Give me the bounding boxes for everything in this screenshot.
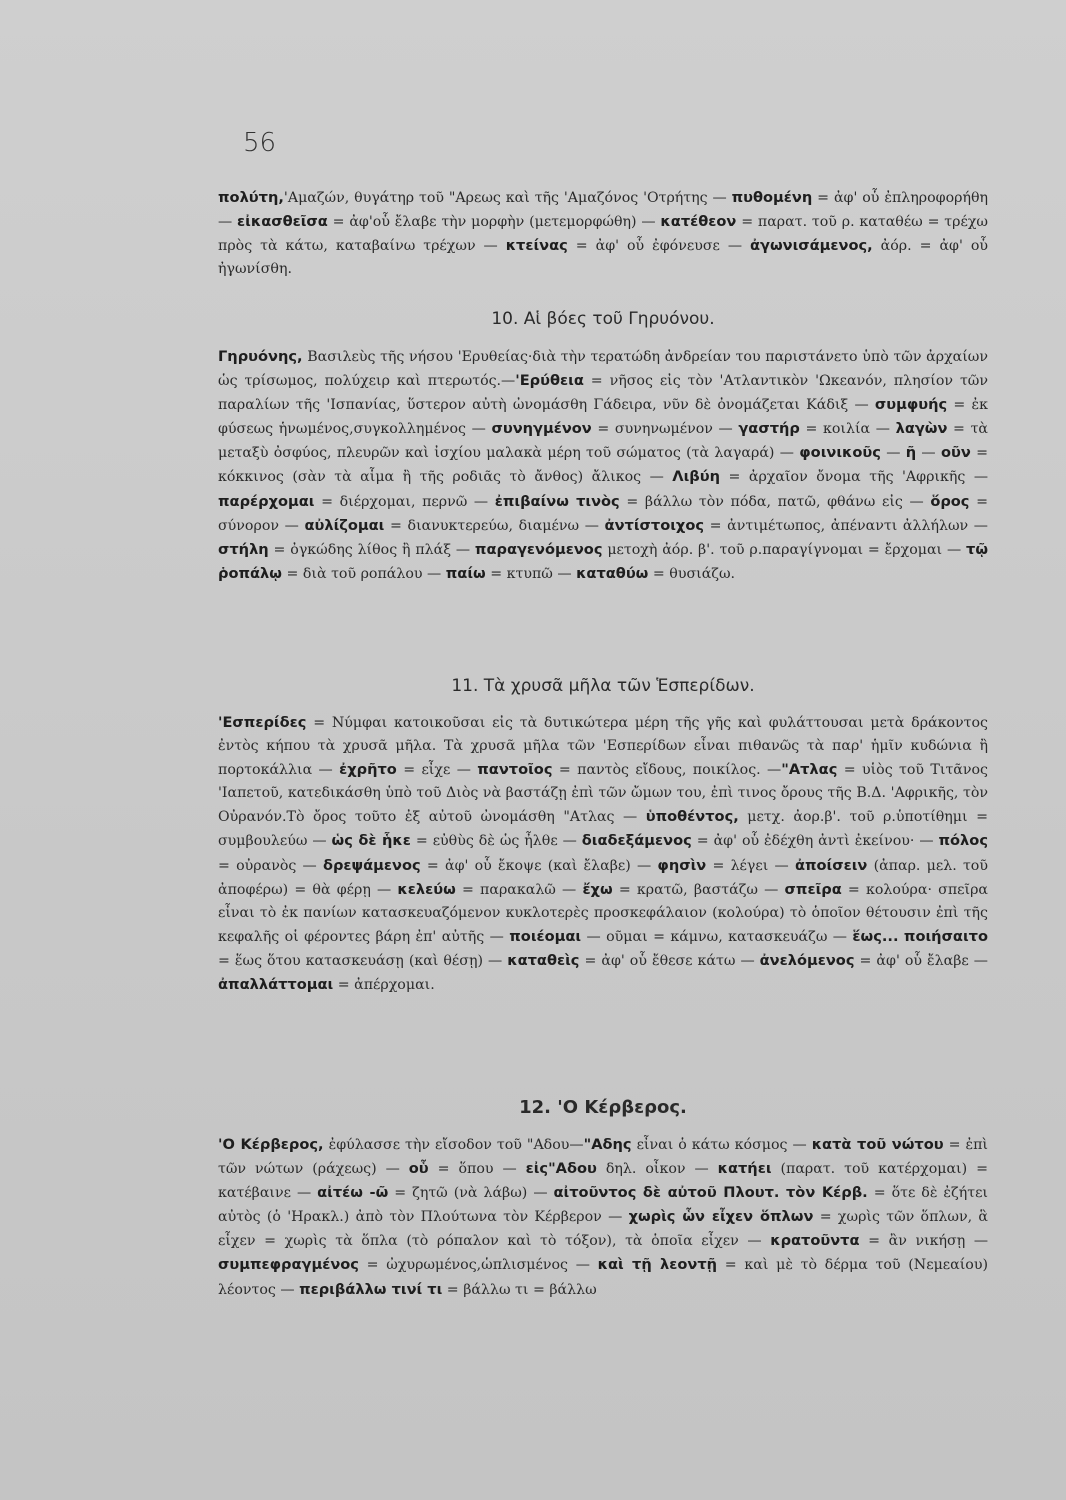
glossary-term: ἕως... <box>852 927 899 945</box>
glossary-text: = κόκκινος (σὰν τὰ αἷμα ἢ τῆς ροδιᾶς τὸ ἄνθος) ἄλικος — <box>218 445 988 486</box>
glossary-term: καταθεὶς <box>507 951 580 969</box>
glossary-text: = τὰ μεταξὺ ὀσφύος, πλευρῶν καὶ ἰσχίου μαλακὰ μέρη τοῦ σώματος (τὰ λαγαρά) — <box>218 421 988 462</box>
glossary-term: ὑποθέντος, <box>645 808 739 826</box>
glossary-term: δρεψάμενος <box>322 856 421 874</box>
glossary-term: καὶ τῇ λεοντῇ <box>597 1256 718 1274</box>
glossary-term: γαστήρ <box>738 420 800 438</box>
glossary-text: = συνηνωμένον — <box>591 421 739 438</box>
glossary-text: = ἀφ' οὗ ἐδέχθη ἀντὶ ἐκείνου· — <box>691 833 939 850</box>
glossary-term: παρέρχομαι <box>218 492 315 510</box>
glossary-text: = ὠχυρωμένος,ὡπλισμένος — <box>358 1257 598 1274</box>
glossary-term: Γηρυόνης, <box>218 348 303 365</box>
paragraph-text <box>218 186 988 281</box>
glossary-text: = διανυκτερεύω, διαμένω — <box>384 517 605 534</box>
glossary-term: κρατοῦντα <box>770 1232 860 1250</box>
glossary-term: ἀποίσειν <box>794 856 868 874</box>
glossary-text: = λέγει — <box>706 857 795 874</box>
glossary-term: κατέθεον <box>660 213 737 231</box>
glossary-text: = ἀρχαῖον ὄνομα τῆς 'Αφρικῆς — <box>719 469 989 486</box>
glossary-term: χωρὶς ὧν εἶχεν ὅπλων <box>628 1208 814 1226</box>
glossary-text: — <box>916 445 941 462</box>
glossary-text: = ἀντιμέτωπος, ἀπέναντι ἀλλήλων — <box>704 517 988 534</box>
glossary-text: = εἶχε — <box>396 762 478 779</box>
glossary-term: συμφυής <box>874 396 948 414</box>
glossary-term: σπεῖρα <box>784 880 842 898</box>
glossary-text: = ἐπὶ τῶν νώτων (ράχεως) — <box>218 1137 988 1178</box>
glossary-text: = καὶ μὲ τὸ δέρμα τοῦ (Νεμεαίου) λέοντος — <box>218 1257 988 1298</box>
glossary-text: — <box>880 445 906 462</box>
glossary-term: κτείνας <box>505 237 568 255</box>
glossary-text: μετχ. ἀορ.β'. τοῦ ρ.ὑποτίθημι = συμβουλεύω — <box>218 809 989 850</box>
glossary-term: πόλος <box>938 832 988 850</box>
glossary-text: = ἀφ' οὗ ἔθεσε κάτω — <box>579 952 760 969</box>
glossary-text: = παντὸς εἴδους, ποικίλος. — <box>552 762 782 779</box>
glossary-term: ἀγωνισάμενος, <box>749 237 873 255</box>
glossary-text: = θυσιάζω. <box>648 565 736 582</box>
glossary-term: καταθύω <box>576 564 649 582</box>
glossary-term: τῷ ῥοπάλῳ <box>218 540 988 582</box>
glossary-term: παίω <box>445 564 486 582</box>
glossary-text: = ἂν νικήσῃ — <box>859 1233 989 1250</box>
glossary-text: = Νύμφαι κατοικοῦσαι εἰς τὰ δυτικώτερα μέρη τῆς γῆς καὶ φυλάττουσαι μετὰ δράκοντος ἐντὸς κήπου τὰ χρυσᾶ μῆλα. Τὰ χρυσᾶ μῆλα τῶν 'Εσπερίδων εἶναι πιθανῶς τὰ παρ' ἡμῖν κυδώνια ἢ πορτοκάλλια — <box>218 715 988 779</box>
glossary-term: ποιήσαιτο <box>903 927 988 945</box>
glossary-text: = ὅπου — <box>428 1161 526 1178</box>
glossary-term: 'Ερύθεια <box>515 372 584 390</box>
glossary-text: = οὐρανὸς — <box>218 857 323 874</box>
glossary-term: αἰτοῦντος δὲ αὐτοῦ Πλουτ. τὸν Κέρβ. <box>553 1184 868 1202</box>
glossary-term: κελεύω <box>397 880 456 898</box>
glossary-text: ἐφύλασσε τὴν εἴσοδον τοῦ "Αδου— <box>323 1137 584 1153</box>
glossary-text: = κρατῶ, βαστάζω — <box>612 881 785 898</box>
glossary-term: πολύτη, <box>218 189 284 206</box>
glossary-text: = βάλλω τὸν πόδα, πατῶ, φθάνω εἰς — <box>619 493 931 510</box>
glossary-term: συμπεφραγμένος <box>218 1256 359 1274</box>
glossary-term: περιβάλλω τινί τι <box>299 1280 443 1298</box>
glossary-term: Λιβύη <box>672 468 720 486</box>
glossary-text: = διὰ τοῦ ροπάλου — <box>281 565 446 582</box>
page-number: 56 <box>243 128 277 158</box>
glossary-text: = ἕως ὅτου κατασκευάσῃ (καὶ θέσῃ) — <box>218 952 508 969</box>
paragraph-glossary-cerberus <box>218 1133 988 1302</box>
glossary-term: πυθομένη <box>731 189 813 206</box>
glossary-term: ἀντίστοιχος <box>604 516 704 534</box>
glossary-term: συνηγμένον <box>491 420 592 438</box>
section-heading-11: 11. Τὰ χρυσᾶ μῆλα τῶν Ἑσπερίδων. <box>451 676 755 696</box>
glossary-text: ἀόρ. = ἀφ' οὗ ἠγωνίσθη. <box>218 238 988 278</box>
glossary-text: = παρατ. τοῦ ρ. καταθέω = τρέχω πρὸς τὰ κάτω, καταβαίνω τρέχων — <box>218 214 988 255</box>
glossary-term: στήλη <box>218 540 269 558</box>
glossary-term: ἐπιβαίνω τινὸς <box>494 492 620 510</box>
glossary-text: (παρατ. τοῦ κατέρχομαι) = κατέβαινε — <box>218 1161 988 1202</box>
glossary-term: ἔχω <box>582 880 613 898</box>
glossary-term: "Αδης <box>583 1136 632 1153</box>
paragraph-glossary-geryon <box>218 345 988 586</box>
paragraph-glossary-hesperides <box>218 711 988 997</box>
glossary-text: = ζητῶ (νὰ λάβω) — <box>388 1185 554 1202</box>
glossary-text: = βάλλω τι = βάλλω <box>442 1281 597 1298</box>
glossary-term: ῆ <box>905 444 917 462</box>
glossary-term: αὐλίζομαι <box>304 516 385 534</box>
glossary-text: = κτυπῶ — <box>485 565 577 582</box>
glossary-text: = ἀφ' οὗ ἔκοψε (καὶ ἔλαβε) — <box>420 857 658 874</box>
glossary-term: ὡς δὲ ἧκε <box>331 832 411 850</box>
glossary-term: διαδεξάμενος <box>581 832 692 850</box>
glossary-term: ἐχρῆτο <box>339 761 397 779</box>
glossary-term: ἀνελόμενος <box>759 951 855 969</box>
glossary-term: εἰκασθεῖσα <box>237 213 328 231</box>
paragraph-text <box>218 1133 988 1302</box>
glossary-text: = ἐκ φύσεως ἡνωμένος,συγκολλημένος — <box>218 397 988 438</box>
glossary-text: — οῦμαι = κάμνω, κατασκευάζω — <box>581 928 853 945</box>
glossary-term: παραγενόμενος <box>474 540 603 558</box>
glossary-term: ἀπαλλάττομαι <box>218 976 334 994</box>
glossary-term: κατήει <box>717 1160 772 1178</box>
paragraph-glossary-amazons <box>218 186 988 281</box>
paragraph-text <box>218 345 988 586</box>
glossary-term: παντοῖος <box>477 761 553 779</box>
glossary-term: φοινικοῦς <box>799 444 881 462</box>
glossary-term: φησὶν <box>657 856 707 874</box>
glossary-text: = υἱὸς τοῦ Τιτᾶνος 'Ιαπετοῦ, κατεδικάσθη ὑπὸ τοῦ Διὸς νὰ βαστάζῃ ἐπὶ τῶν ὤμων του, ἐπὶ τινος ὄρους τῆς Β.Δ. 'Αφρικῆς, τὸν Οὐρανόν.Τὸ ὄρος τοῦτο ἐξ αὐτοῦ ὠνομάσθη "Ατλας — <box>218 762 988 826</box>
glossary-term: οὗ <box>408 1160 429 1178</box>
glossary-text: Βασιλεὺς τῆς νήσου 'Ερυθείας·διὰ τὴν τερατώδη ἀνδρείαν του παριστάνετο ὑπὸ τῶν ἀρχαίων ὡς τρίσωμος, πολύχειρ καὶ πτερωτός.— <box>218 349 988 390</box>
glossary-text: = εὐθὺς δὲ ὡς ἦλθε — <box>410 833 582 850</box>
glossary-term: 'Εσπερίδες <box>218 714 307 731</box>
glossary-text: = ἀπέρχομαι. <box>333 977 435 994</box>
glossary-text: = σύνορον — <box>218 493 988 534</box>
glossary-text: = ὀγκώδης λίθος ἢ πλάξ — <box>268 541 475 558</box>
glossary-term: 'Ο Κέρβερος, <box>218 1136 324 1153</box>
glossary-text: δηλ. οἶκον — <box>596 1161 718 1178</box>
glossary-term: αἰτέω -ῶ <box>317 1184 389 1202</box>
glossary-text: = παρακαλῶ — <box>455 881 583 898</box>
glossary-text: (ἀπαρ. μελ. τοῦ ἀποφέρω) = θὰ φέρῃ — <box>218 857 988 898</box>
glossary-text: μετοχὴ ἀόρ. β'. τοῦ ρ.παραγίγνομαι = ἔρχομαι — <box>602 541 966 558</box>
glossary-text: = κοιλία — <box>799 421 896 438</box>
paragraph-text <box>218 711 988 997</box>
section-heading-10: 10. Αἱ βόες τοῦ Γηρυόνου. <box>491 309 715 329</box>
glossary-term: λαγὼν <box>895 420 948 438</box>
glossary-term: ὅρος <box>930 492 970 510</box>
glossary-text: = χωρὶς τῶν ὅπλων, ἃ εἶχεν = χωρὶς τὰ ὅπλα (τὸ ρόπαλον καὶ τὸ τόξον), τὰ ὁποῖα εἶχεν — <box>218 1209 989 1250</box>
glossary-term: κατὰ τοῦ νώτου <box>811 1136 944 1153</box>
glossary-term: "Ατλας <box>781 761 838 779</box>
glossary-text: = ἀφ'οὗ ἔλαβε τὴν μορφὴν (μετεμορφώθη) — <box>327 214 661 231</box>
glossary-text: = νῆσος εἰς τὸν 'Ατλαντικὸν 'Ωκεανόν, πλησίον τῶν παραλίων τῆς 'Ισπανίας, ὕστερον αὐτὴ ὠνομάσθη Γάδειρα, νῦν δὲ ὀνομάζεται Κάδιξ — <box>218 373 988 414</box>
glossary-text: = ἀφ' οὗ ἐπληροφορήθη — <box>218 190 988 231</box>
glossary-text: = κολούρα· σπεῖρα εἶναι τὸ ἐκ πανίων κατασκευαζόμενον κυκλοτερὲς προσκεφάλαιον (κολούρα) τὸ ὁποῖον θέτουσιν ἐπὶ τῆς κεφαλῆς οἱ φέροντες βάρη ἐπ' αὐτῆς — <box>218 881 989 945</box>
glossary-text: = ἀφ' οὗ ἐφόνευσε — <box>567 238 750 255</box>
glossary-term: ποιέομαι <box>509 927 582 945</box>
glossary-term: εἰς"Αδου <box>525 1160 597 1178</box>
glossary-term: οῦν <box>940 444 971 462</box>
section-heading-12: 12. 'Ο Κέρβερος. <box>519 1097 687 1118</box>
glossary-text: = ὅτε δὲ ἐζήτει αὐτὸς (ὁ 'Ηρακλ.) ἀπὸ τὸν Πλούτωνα τὸν Κέρβερον — <box>218 1185 988 1226</box>
glossary-text: = ἀφ' οὗ ἔλαβε — <box>854 952 988 969</box>
glossary-text: 'Αμαζών, θυγάτηρ τοῦ "Αρεως καὶ τῆς 'Αμαζόνος 'Οτρήτης — <box>283 190 732 206</box>
glossary-text: = διέρχομαι, περνῶ — <box>314 493 495 510</box>
glossary-text: εἶναι ὁ κάτω κόσμος — <box>631 1137 812 1153</box>
